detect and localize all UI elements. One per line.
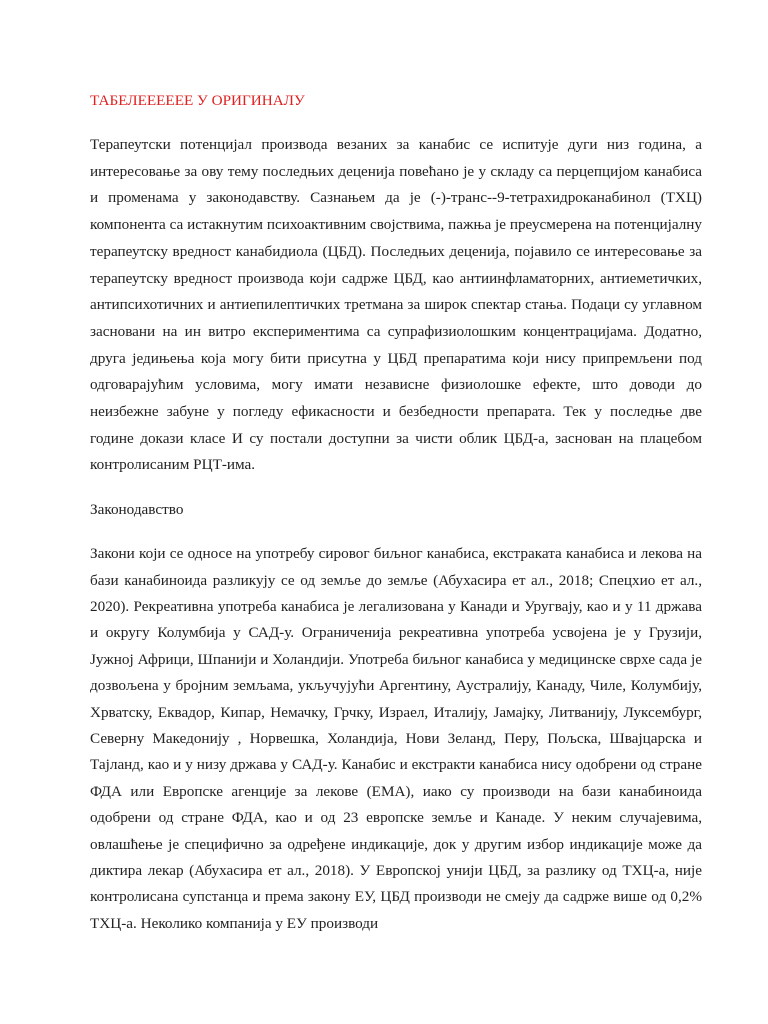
red-heading: ТАБЕЛЕЕЕЕЕЕ У ОРИГИНАЛУ (90, 92, 305, 109)
document-page (90, 88, 702, 955)
section-heading-legislation: Законодавство (90, 501, 184, 519)
paragraph-legislation: Закони који се односе на употребу сировог биљног канабиса, екстраката канабиса и лекова на бази канабиноида разликују се од земље до земље (Абухасира ет ал., 2018; Спецхио ет ал., 2020). Рекреативна употреба канабиса је легализована у Канади и Уругвају, као и у 11 држава и округу Колумбија у САД-у. Ограниченија рекреативна употреба усвојена је у Грузији, Јужној Африци, Шпанији и Холандији. Употреба биљног канабиса у медицинске сврхе сада је дозвољена у бројним земљама, укључујући Аргентину, Аустралију, Канаду, Чиле, Колумбију, Хрватску, Еквадор, Кипар, Немачку, Грчку, Израел, Италију, Јамајку, Литванију, Луксембург, Северну Македонију , Норвешка, Холандија, Нови Зеланд, Перу, Пољска, Швајцарска и Тајланд, као и у низу држава у САД-у. Канабис и екстракти канабиса нису одобрени од стране ФДА или Европске агенције за лекове (ЕМА), иако су производи на бази канабиноида одобрени од стране ФДА, као и од 23 европске земље и Канаде. У неким случајевима, овлашћење је специфично за одређене индикације, док у другим избор индикације може да диктира лекар (Абухасира ет ал., 2018). У Европској унији ЦБД, за разлику од ТХЦ-а, није контролисана супстанца и према закону ЕУ, ЦБД производи не смеју да садрже више од 0,2% ТХЦ-а. Неколико компанија у ЕУ производи (90, 545, 702, 932)
paragraph-intro: Терапеутски потенцијал производа везаних за канабис се испитује дуги низ година, а интересовање за ову тему последњих деценија повећано је у складу са перцепцијом канабиса и променама у законодавству. Сазнањем да је (-)-транс--9-тетрахидроканабинол (ТХЦ) компонента са истакнутим психоактивним својствима, пажња је преусмерена на потенцијалну терапеутску вредност канабидиола (ЦБД). Последњих деценија, појавило се интересовање за терапеутску вредност производа који садрже ЦБД, као антиинфламаторних, антиеметичких, антипсихотичних и антиепилептичких третмана за широк спектар стања. Подаци су углавном засновани на ин витро експериментима са супрафизиолошким концентрацијама. Додатно, друга једињења која могу бити присутна у ЦБД препаратима који нису припремљени под одговарајућим условима, могу имати независне физиолошке ефекте, што доводи до неизбежне забуне у погледу ефикасности и безбедности препарата. Тек у последње две године докази класе И су постали доступни за чисти облик ЦБД-а, заснован на плацебом контролисаним РЦТ-има. (90, 136, 702, 474)
